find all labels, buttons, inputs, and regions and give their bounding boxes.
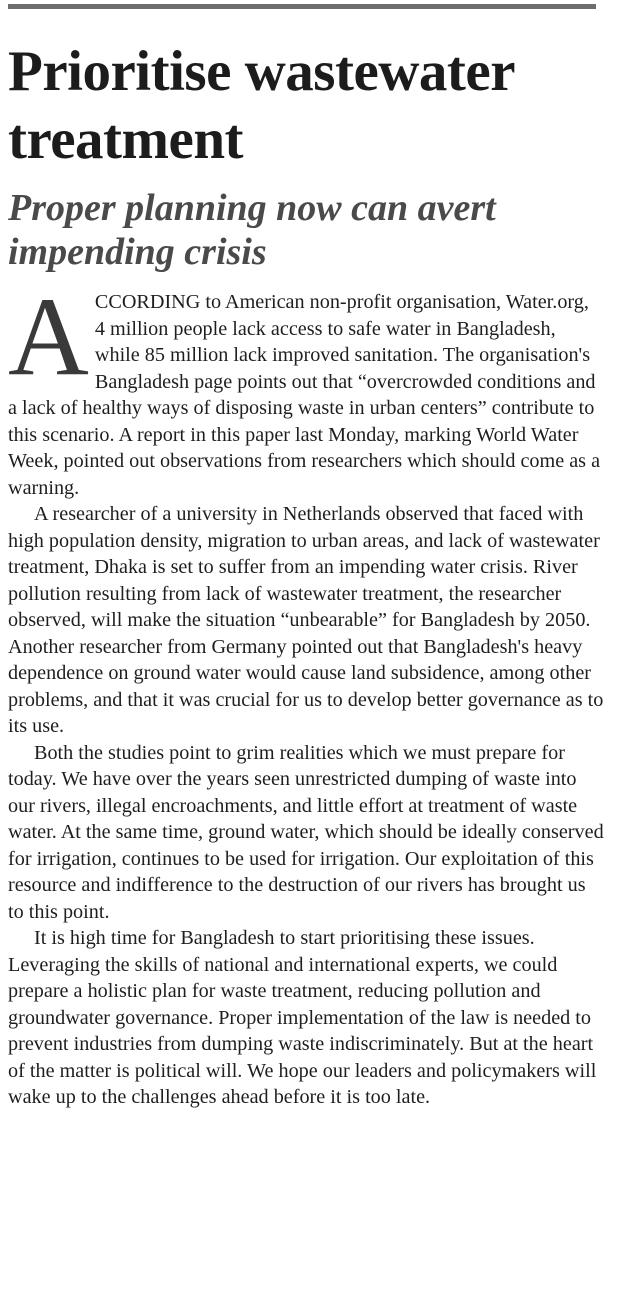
paragraph-3: Both the studies point to grim realities which we must prepare for today. We have over the years seen unrestricted dumping of waste into our rivers, illegal encroachments, and little effort at treatment of waste water. At the same time, ground water, which should be ideally conserved for irrigation, continues to be used for irrigation. Our exploitation of this resource and indifference to the destruction of our rivers has brought us to this point. xyxy=(8,741,604,923)
drop-cap: A xyxy=(8,275,89,399)
headline: Prioritise wastewater treatment xyxy=(8,40,514,171)
subheadline: Proper planning now can avert impending crisis xyxy=(8,187,496,273)
paragraph-1-text: CCORDING to American non-profit organisation, Water.org, 4 million people lack access to safe water in Bangladesh, while 85 million lack improved sanitation. The organisation's Bangladesh page points out that “overcrowded conditions and a lack of healthy ways of disposing waste in urban centers” contribute to this scenario. A report in this paper last Monday, marking World Water Week, pointed out observations from researchers which should come as a warning. xyxy=(8,291,601,499)
top-rule xyxy=(8,4,596,9)
paragraph-1 xyxy=(8,275,604,501)
paragraph-4: It is high time for Bangladesh to start prioritising these issues. Leveraging the skills of national and international experts, we could prepare a holistic plan for waste treatment, reducing pollution and groundwater governance. Proper implementation of the law is needed to prevent industries from dumping waste indiscriminately. But at the heart of the matter is political will. We hope our leaders and policymakers will wake up to the challenges ahead before it is too late. xyxy=(8,927,597,1108)
paragraph-2: A researcher of a university in Netherlands observed that faced with high population density, migration to urban areas, and lack of wastewater treatment, Dhaka is set to suffer from an impending water crisis. River pollution resulting from lack of wastewater treatment, the researcher observed, will make the situation “unbearable” for Bangladesh by 2050. Another researcher from Germany pointed out that Bangladesh's heavy dependence on ground water would cause land subsidence, among other problems, and that it was crucial for us to develop better governance as to its use. xyxy=(8,503,604,737)
article-body xyxy=(8,275,604,1111)
